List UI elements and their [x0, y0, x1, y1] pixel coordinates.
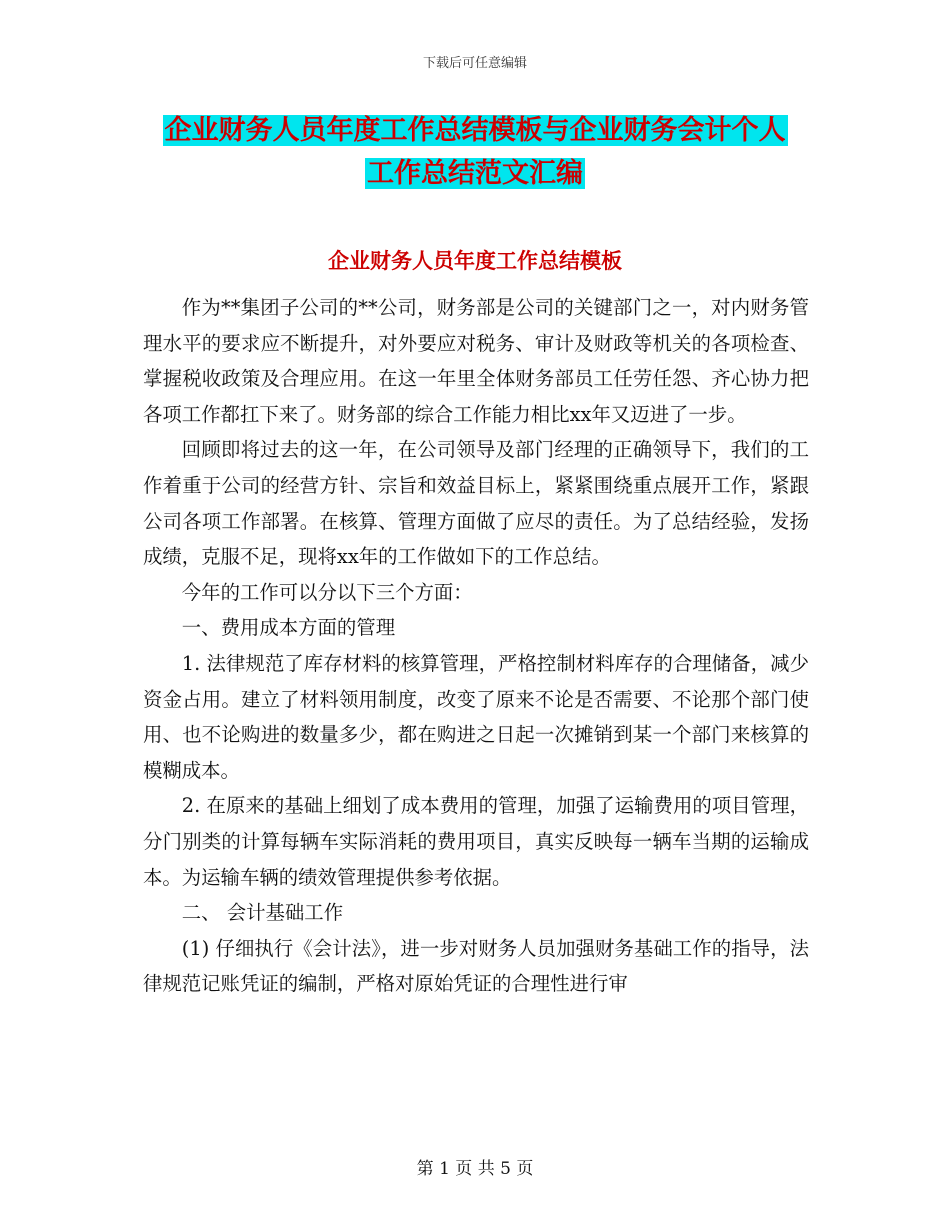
- section-title: 企业财务人员年度工作总结模板: [328, 249, 622, 273]
- paragraph-item-accounting-law: (1) 仔细执行《会计法》，进一步对财务人员加强财务基础工作的指导，法律规范记账凭证的编制，严格对原始凭证的合理性进行审: [143, 936, 809, 996]
- document-title-text-2: 工作总结范文汇编: [367, 158, 583, 189]
- paragraph-review: 回顾即将过去的这一年，在公司领导及部门经理的正确领导下，我们的工作着重于公司的经营方针、宗旨和效益目标上，紧紧围绕重点展开工作，紧跟公司各项工作部署。在核算、管理方面做了应尽的责任。为了总结经验，发扬成绩，克服不足，现将xx年的工作做如下的工作总结。: [143, 438, 809, 569]
- document-title-text-1: 企业财务人员年度工作总结模板与企业财务会计个人: [164, 115, 786, 146]
- document-title-line-1: [0, 110, 950, 152]
- document-body: [143, 290, 809, 1002]
- heading-cost-management: 一、费用成本方面的管理: [181, 616, 396, 640]
- page-footer: 第 1 页 共 5 页: [416, 1159, 534, 1179]
- header-note: 下载后可任意编辑: [422, 56, 527, 71]
- paragraph-three-aspects: 今年的工作可以分以下三个方面：: [181, 580, 473, 604]
- heading-accounting-basics: 二、 会计基础工作: [181, 901, 344, 925]
- paragraph-item-2: 2. 在原来的基础上细划了成本费用的管理，加强了运输费用的项目管理，分门别类的计算每辆车实际消耗的费用项目，真实反映每一辆车当期的运输成本。为运输车辆的绩效管理提供参考依据。: [143, 794, 809, 889]
- document-title-line-2: [0, 153, 950, 195]
- paragraph-item-1: 1. 法律规范了库存材料的核算管理，严格控制材料库存的合理储备，减少资金占用。建立了材料领用制度，改变了原来不论是否需要、不论那个部门使用、也不论购进的数量多少，都在购进之日起一次摊销到某一个部门来核算的模糊成本。: [143, 651, 809, 782]
- paragraph-intro: 作为**集团子公司的**公司，财务部是公司的关键部门之一，对内财务管理水平的要求应不断提升，对外要应对税务、审计及财政等机关的各项检查、掌握税收政策及合理应用。在这一年里全体财务部员工任劳任怨、齐心协力把各项工作都扛下来了。财务部的综合工作能力相比xx年又迈进了一步。: [143, 296, 809, 426]
